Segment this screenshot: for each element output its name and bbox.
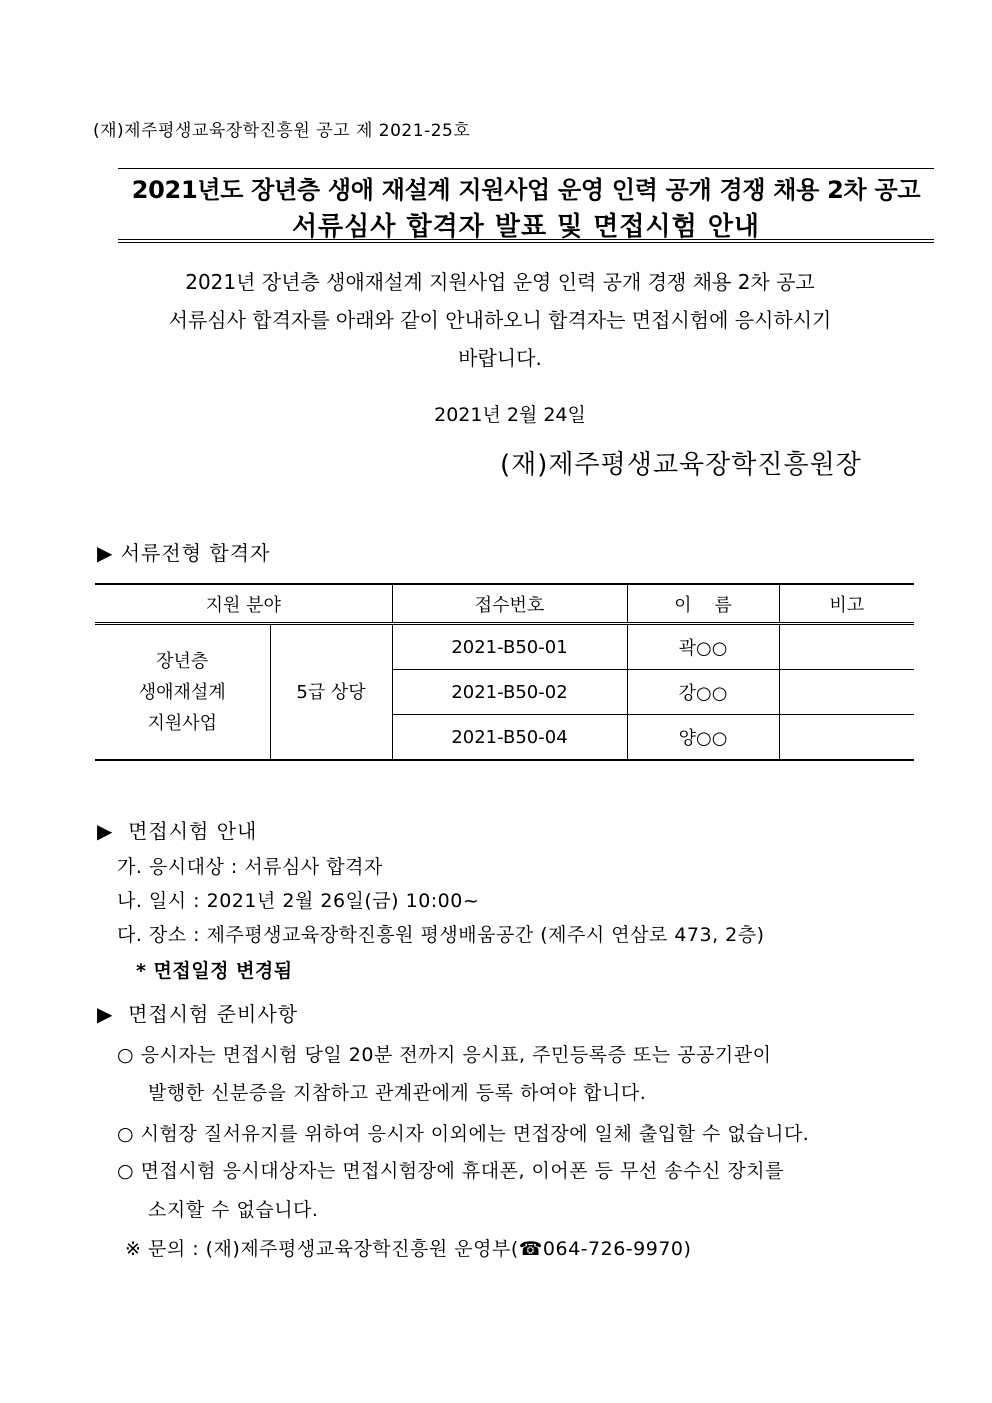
field-line: 장년층 bbox=[156, 650, 209, 672]
intro-line-1: 2021년 장년층 생애재설계 지원사업 운영 인력 공개 경쟁 채용 2차 공고 bbox=[185, 270, 815, 294]
header-number: 접수번호 bbox=[392, 584, 627, 624]
number-cell: 2021-B50-04 bbox=[392, 715, 627, 761]
prep-item-3: ○ 면접시험 응시대상자는 면접시험장에 휴대폰, 이어폰 등 무선 송수신 장치를 bbox=[117, 1160, 784, 1182]
table-header-row bbox=[95, 584, 914, 624]
number-cell: 2021-B50-01 bbox=[392, 624, 627, 670]
title-bottom-rule bbox=[118, 239, 934, 240]
contact-info: ※ 문의 : (재)제주평생교육장학진흥원 운영부(☎064-726-9970) bbox=[125, 1238, 692, 1260]
field-line: 지원사업 bbox=[147, 712, 218, 734]
passers-table bbox=[95, 583, 914, 761]
prep-item-1-cont: 발행한 신분증을 지참하고 관계관에게 등록 하여야 합니다. bbox=[148, 1082, 647, 1104]
field-line: 생애재설계 bbox=[138, 681, 226, 703]
note-cell bbox=[779, 624, 914, 670]
intro-line-2: 서류심사 합격자를 아래와 같이 안내하오니 합격자는 면접시험에 응시하시기 bbox=[168, 308, 832, 332]
name-cell: 곽○○ bbox=[627, 624, 779, 670]
title-line-1: 2021년도 장년층 생애 재설계 지원사업 운영 인력 공개 경쟁 채용 2차 공고 bbox=[131, 176, 921, 204]
section-heading-passers: ▶ 서류전형 합격자 bbox=[97, 541, 271, 565]
section-heading-preparation: ▶ 면접시험 준비사항 bbox=[97, 1002, 299, 1026]
issuer: (재)제주평생교육장학진흥원장 bbox=[500, 450, 862, 480]
grade-cell: 5급 상당 bbox=[270, 624, 392, 761]
note-cell bbox=[779, 715, 914, 761]
schedule-change-note: * 면접일정 변경됨 bbox=[136, 960, 293, 982]
header-field: 지원 분야 bbox=[95, 584, 392, 624]
field-cell bbox=[95, 624, 270, 761]
interview-place: 다. 장소 : 제주평생교육장학진흥원 평생배움공간 (제주시 연삼로 473, 2층) bbox=[117, 924, 765, 946]
number-cell: 2021-B50-02 bbox=[392, 670, 627, 715]
name-cell: 양○○ bbox=[627, 715, 779, 761]
name-cell: 강○○ bbox=[627, 670, 779, 715]
intro-line-3: 바랍니다. bbox=[458, 346, 542, 370]
title-top-rule bbox=[118, 168, 934, 169]
interview-target: 가. 응시대상 : 서류심사 합격자 bbox=[117, 856, 383, 878]
prep-item-1: ○ 응시자는 면접시험 당일 20분 전까지 응시표, 주민등록증 또는 공공기관이 bbox=[117, 1044, 772, 1066]
notice-number: (재)제주평생교육장학진흥원 공고 제 2021-25호 bbox=[93, 121, 471, 141]
title-bottom-rule-2 bbox=[118, 242, 934, 243]
header-note: 비고 bbox=[779, 584, 914, 624]
prep-item-3-cont: 소지할 수 없습니다. bbox=[148, 1199, 319, 1221]
section-heading-interview: ▶ 면접시험 안내 bbox=[97, 819, 258, 843]
notice-date: 2021년 2월 24일 bbox=[434, 404, 586, 426]
prep-item-2: ○ 시험장 질서유지를 위하여 응시자 이외에는 면접장에 일체 출입할 수 없습니다. bbox=[117, 1123, 810, 1145]
interview-datetime: 나. 일시 : 2021년 2월 26일(금) 10:00~ bbox=[117, 890, 480, 912]
title-line-2: 서류심사 합격자 발표 및 면접시험 안내 bbox=[291, 212, 761, 242]
note-cell bbox=[779, 670, 914, 715]
table-row bbox=[95, 624, 914, 670]
header-name: 이 름 bbox=[627, 584, 779, 624]
